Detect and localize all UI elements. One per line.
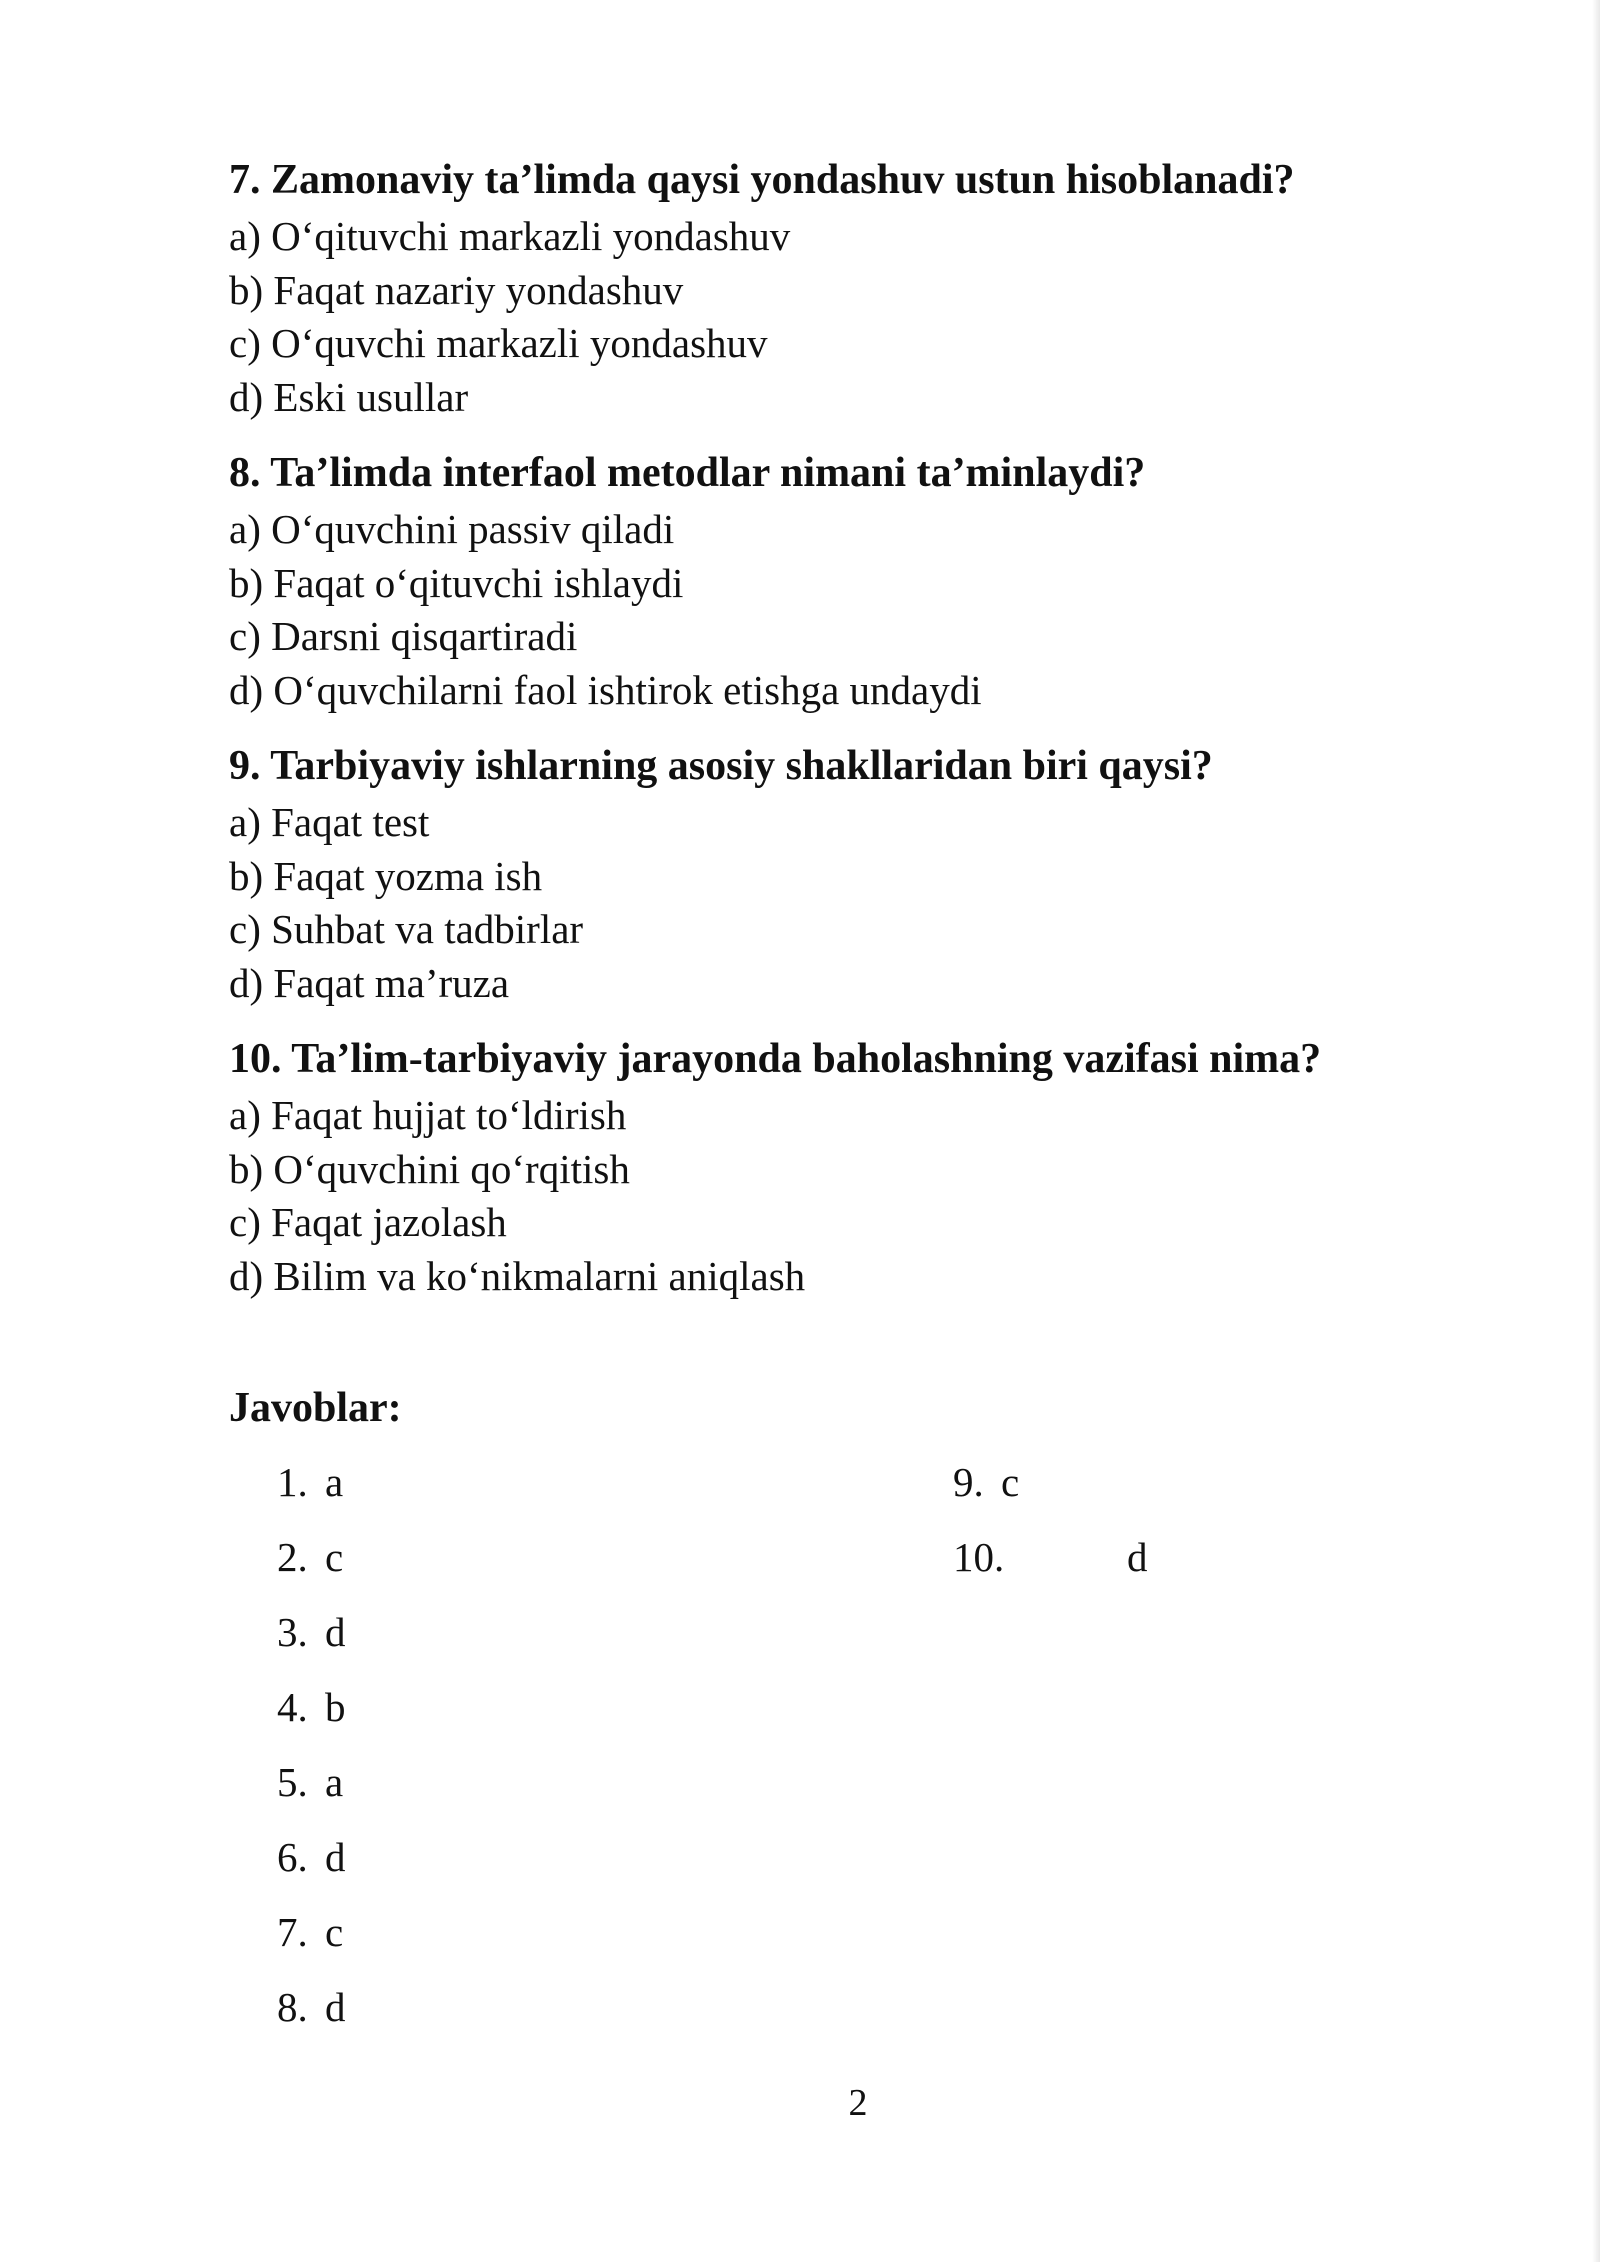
option-d: d) Eski usullar [229,373,469,420]
answer-letter: d [325,1984,346,2030]
answer-number: 10. [953,1534,1005,1580]
answer-item [277,1829,346,1885]
question-7 [229,150,1409,424]
answer-letter: d [325,1609,346,1655]
option-a: a) Faqat test [229,799,430,845]
option-d: d) Bilim va ko‘nikmalarni aniqlash [229,1252,806,1299]
option-c: c) Suhbat va tadbirlar [229,906,584,952]
answer-item [277,1904,343,1960]
answer-item [277,1754,343,1810]
answer-item [277,1679,346,1735]
answer-letter: a [325,1459,344,1505]
answer-number: 7. [277,1909,308,1955]
answer-letter: d [325,1834,346,1880]
question-title: 10. Ta’lim-tarbiyaviy jarayonda baholashning vazifasi nima? [229,1036,1322,1082]
answer-letter: c [1001,1459,1020,1505]
answer-item [953,1529,1148,1585]
answer-item [277,1529,343,1585]
option-d: d) O‘quvchilarni faol ishtirok etishga undaydi [229,666,982,713]
answer-item [277,1454,343,1510]
option-a: a) O‘qituvchi markazli yondashuv [229,213,791,259]
option-b: b) Faqat yozma ish [229,852,543,899]
option-a: a) O‘quvchini passiv qiladi [229,506,675,552]
option-d: d) Faqat ma’ruza [229,959,510,1006]
question-9 [229,736,1409,1010]
questions-section [229,150,1409,1322]
answer-number: 1. [277,1459,308,1505]
question-title: 8. Ta’limda interfaol metodlar nimani ta’minlaydi? [229,450,1146,496]
option-c: c) Faqat jazolash [229,1199,507,1245]
answer-number: 5. [277,1759,308,1805]
page-number: 2 [848,2082,868,2124]
answer-letter: a [325,1759,344,1805]
answer-letter: b [325,1684,346,1730]
question-title: 9. Tarbiyaviy ishlarning asosiy shakllaridan biri qaysi? [229,743,1213,789]
answer-number: 8. [277,1984,308,2030]
option-c: c) O‘quvchi markazli yondashuv [229,320,768,366]
answer-item [953,1454,1019,1510]
answer-number: 4. [277,1684,308,1730]
answer-letter: c [325,1909,344,1955]
question-8 [229,443,1409,717]
answer-number: 3. [277,1609,308,1655]
option-a: a) Faqat hujjat to‘ldirish [229,1092,627,1138]
option-c: c) Darsni qisqartiradi [229,613,578,659]
answer-letter: d [1127,1534,1148,1580]
answer-letter: c [325,1534,344,1580]
page-edge-shadow [1592,0,1600,2262]
option-b: b) Faqat nazariy yondashuv [229,266,684,313]
answer-item [277,1979,346,2035]
answers-heading: Javoblar: [229,1385,402,1431]
answer-number: 2. [277,1534,308,1580]
question-title: 7. Zamonaviy ta’limda qaysi yondashuv ustun hisoblanadi? [229,157,1295,203]
question-10 [229,1029,1409,1303]
option-b: b) Faqat o‘qituvchi ishlaydi [229,559,684,606]
answer-item [277,1604,346,1660]
answer-number: 6. [277,1834,308,1880]
option-b: b) O‘quvchini qo‘rqitish [229,1145,630,1192]
answer-number: 9. [953,1459,984,1505]
